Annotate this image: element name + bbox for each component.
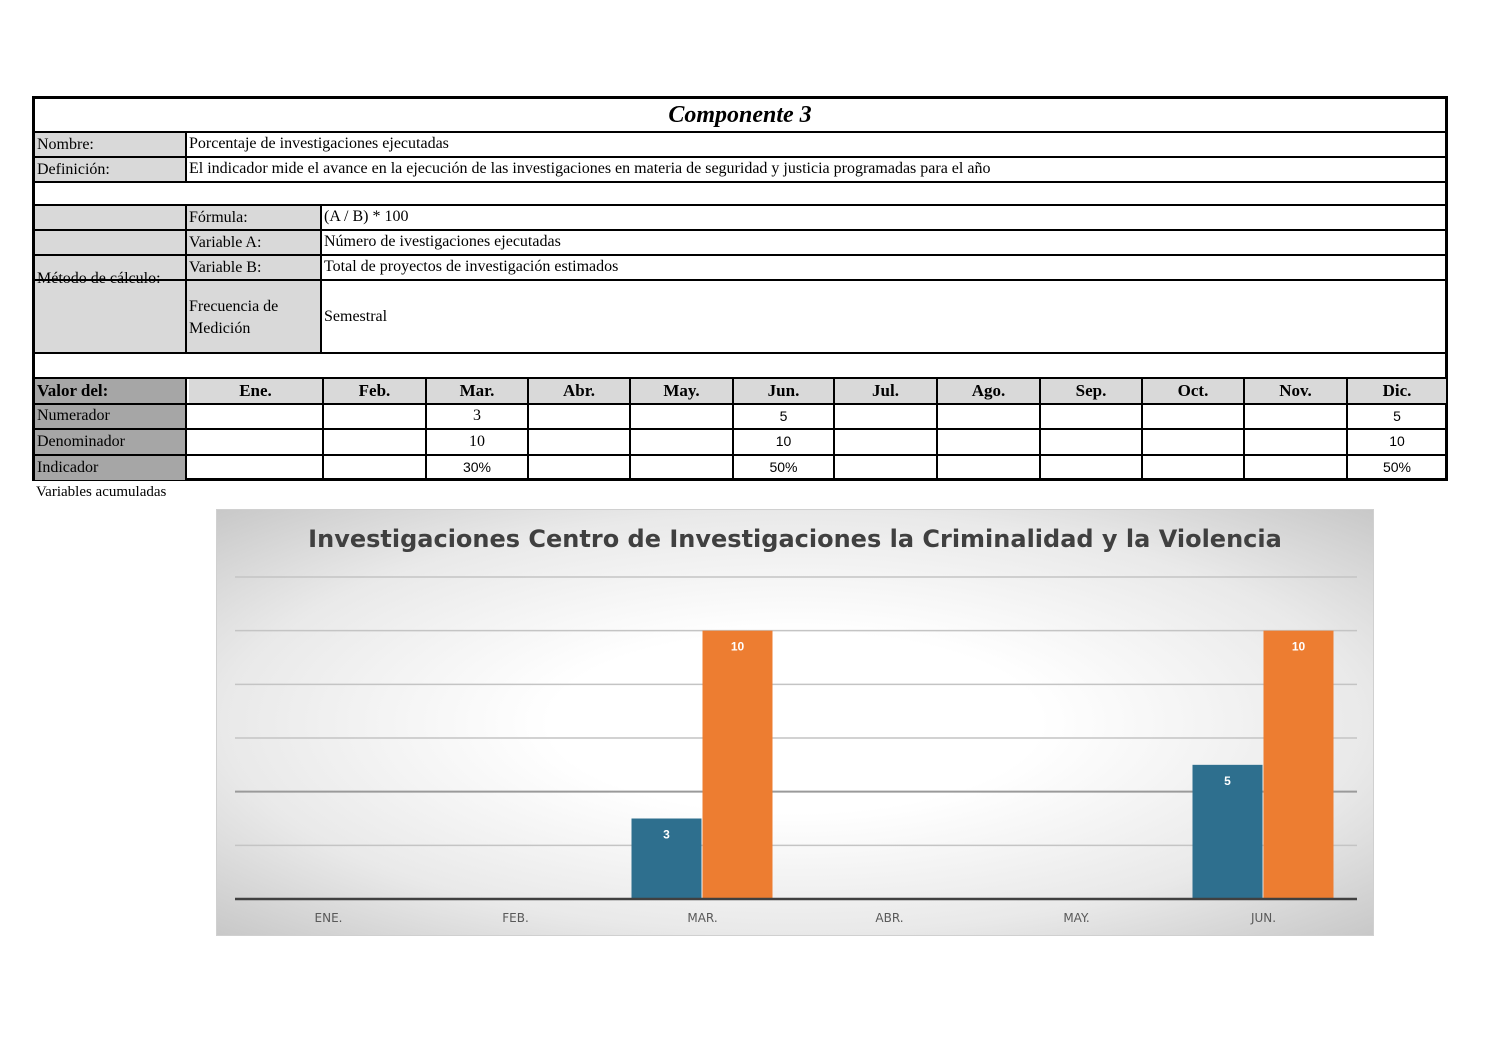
table-cell: 50% <box>769 459 798 475</box>
grid-line <box>1346 377 1348 481</box>
grid-line <box>35 229 1445 231</box>
grid-line <box>35 131 1445 133</box>
table-cell: 30% <box>462 459 492 475</box>
bar-data-label: 10 <box>730 639 745 654</box>
month-header: Dic. <box>1348 379 1446 403</box>
chart-title: Investigaciones Centro de Investigaciones la Criminalidad y la Violencia <box>308 525 1282 553</box>
grid-line <box>1243 377 1245 481</box>
table-cell <box>631 404 732 428</box>
formula-value: (A / B) * 100 <box>324 208 409 225</box>
table-cell <box>189 455 322 480</box>
month-header: Jun. <box>734 379 833 403</box>
table-cell: 10 <box>775 433 792 449</box>
month-header: Oct. <box>1143 379 1243 403</box>
table-cell <box>189 404 322 428</box>
table-cell <box>1041 429 1141 454</box>
month-header: May. <box>631 379 732 403</box>
grid-line <box>425 377 427 481</box>
grid-line <box>1039 377 1041 481</box>
bar-chart <box>216 509 1374 936</box>
table-cell <box>529 455 629 480</box>
sheet-title: Componente 3 <box>668 102 812 128</box>
indicator-sheet <box>32 96 1448 481</box>
table-cell <box>631 429 732 454</box>
table-cell <box>324 429 425 454</box>
table-cell: 50% <box>1382 459 1412 475</box>
row-label: Indicador <box>35 455 185 480</box>
nombre-label: Nombre: <box>35 132 185 157</box>
frecuencia-label <box>187 281 320 352</box>
bar <box>1264 631 1334 899</box>
bar-data-label: 10 <box>1291 639 1306 654</box>
definicion-value: El indicador mide el avance en la ejecución de las investigaciones en materia de seguridad y justicia programadas para el año <box>189 160 991 177</box>
month-header: Feb. <box>324 379 425 403</box>
table-cell <box>1245 429 1346 454</box>
month-header: Ene. <box>189 379 322 403</box>
month-header: Nov. <box>1245 379 1346 403</box>
grid-line <box>320 204 322 352</box>
grid-line <box>185 204 187 352</box>
table-cell <box>938 455 1039 480</box>
table-cell <box>529 404 629 428</box>
frecuencia-value: Semestral <box>324 308 388 325</box>
note-text: Variables acumuladas <box>36 484 167 500</box>
grid-line <box>732 377 734 481</box>
table-cell <box>938 404 1039 428</box>
table-cell: 5 <box>1393 408 1401 424</box>
valor-label: Valor del: <box>35 379 185 403</box>
category-label: MAY. <box>1063 911 1090 925</box>
grid-line <box>185 377 187 481</box>
table-cell <box>189 429 322 454</box>
month-header: Ago. <box>938 379 1039 403</box>
grid-line <box>35 428 1445 430</box>
grid-line <box>35 403 1445 405</box>
table-cell <box>835 429 936 454</box>
table-cell <box>1041 455 1141 480</box>
grid-line <box>35 454 1445 456</box>
table-cell <box>529 429 629 454</box>
table-cell <box>1143 404 1243 428</box>
chart-plot <box>217 510 1373 935</box>
table-cell <box>1041 404 1141 428</box>
table-cell <box>938 429 1039 454</box>
category-label: ENE. <box>314 911 343 925</box>
month-header: Jul. <box>835 379 936 403</box>
grid-line <box>185 131 187 181</box>
table-cell: 10 <box>469 433 485 450</box>
frecuencia-label-line-2: Medición <box>189 320 251 337</box>
category-label: JUN. <box>1250 911 1277 925</box>
nombre-value: Porcentaje de investigaciones ejecutadas <box>189 135 449 152</box>
row-label: Numerador <box>35 404 185 428</box>
formula-label: Fórmula: <box>187 206 320 230</box>
bar <box>703 631 773 899</box>
grid-line <box>35 181 1445 183</box>
month-header: Sep. <box>1041 379 1141 403</box>
variable-b-label: Variable B: <box>187 256 320 280</box>
table-cell <box>835 455 936 480</box>
grid-line <box>35 352 1445 354</box>
grid-line <box>35 279 1445 281</box>
grid-line <box>629 377 631 481</box>
variable-a-label: Variable A: <box>187 231 320 255</box>
table-cell <box>1245 455 1346 480</box>
grid-line <box>833 377 835 481</box>
grid-line <box>1141 377 1143 481</box>
variable-a-value: Número de ivestigaciones ejecutadas <box>324 233 561 250</box>
grid-line <box>35 377 1445 379</box>
month-header: Mar. <box>427 379 527 403</box>
category-label: ABR. <box>875 911 904 925</box>
bar-data-label: 3 <box>663 827 670 842</box>
table-cell <box>1143 455 1243 480</box>
table-cell <box>835 404 936 428</box>
grid-line <box>936 377 938 481</box>
table-cell <box>324 404 425 428</box>
variable-b-value: Total de proyectos de investigación estimados <box>324 258 619 275</box>
category-label: MAR. <box>687 911 718 925</box>
table-cell <box>631 455 732 480</box>
grid-line <box>35 204 1445 206</box>
frecuencia-label-line-1: Frecuencia de <box>189 298 279 315</box>
table-cell: 5 <box>779 408 788 424</box>
grid-line <box>35 254 1445 256</box>
table-cell: 10 <box>1389 433 1405 449</box>
bar-data-label: 5 <box>1224 773 1231 788</box>
month-header: Abr. <box>529 379 629 403</box>
definicion-label: Definición: <box>35 157 185 181</box>
table-cell: 3 <box>473 407 481 424</box>
table-cell <box>1143 429 1243 454</box>
category-label: FEB. <box>502 911 529 925</box>
row-label: Denominador <box>35 429 185 454</box>
table-cell <box>1245 404 1346 428</box>
grid-line <box>35 156 1445 158</box>
table-cell <box>324 455 425 480</box>
grid-line <box>322 377 324 481</box>
grid-line <box>527 377 529 481</box>
